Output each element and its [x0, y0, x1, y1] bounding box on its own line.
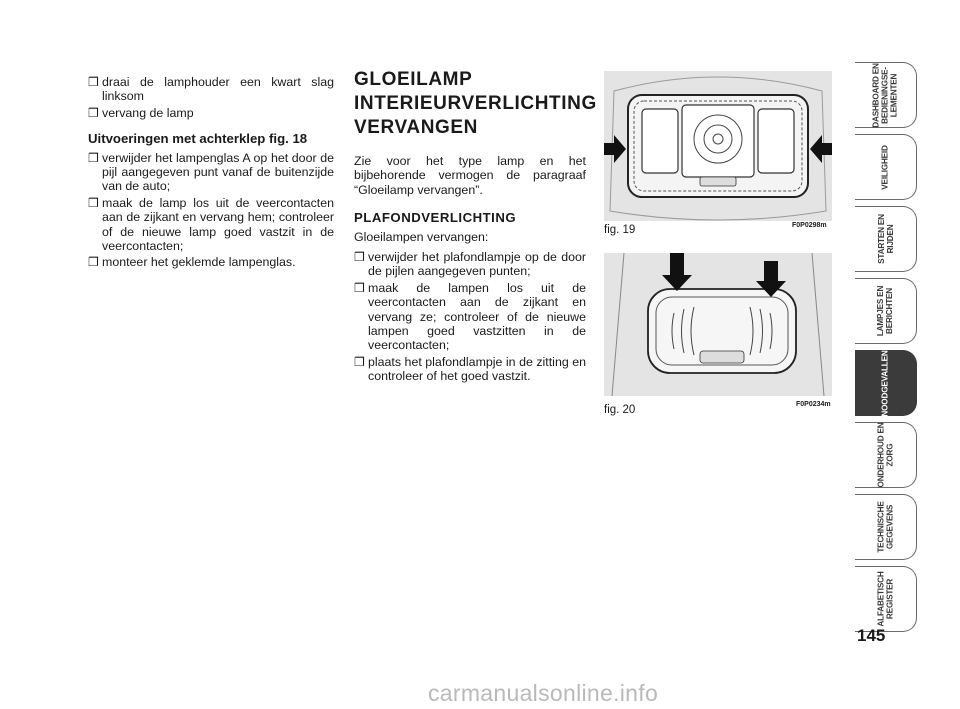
tab-dashboard[interactable]: DASHBOARD EN BEDIENINGSE- LEMENTEN — [855, 62, 917, 128]
tab-onderhoud[interactable]: ONDERHOUD EN ZORG — [855, 422, 917, 488]
checkbox-bullet-icon: ❒ — [88, 75, 99, 89]
bullet-item: ❒ monteer het geklemde lampenglas. — [88, 255, 296, 270]
figure-20-label: fig. 20 — [604, 404, 636, 416]
page-number: 145 — [857, 626, 886, 645]
tab-technische[interactable]: TECHNISCHE GEGEVENS — [855, 494, 917, 560]
tab-lampjes[interactable]: LAMPJES EN BERICHTEN — [855, 278, 917, 344]
figure-20-image — [604, 253, 832, 396]
intro-paragraph: Zie voor het type lamp en het bijbehorende vermogen de paragraaf “Gloeilamp vervangen”. — [354, 154, 586, 197]
tab-veiligheid[interactable]: VEILIGHEID — [855, 134, 917, 200]
arrow-right-icon — [604, 135, 626, 163]
middle-column — [354, 68, 597, 386]
watermark: carmanualsonline.info — [428, 680, 659, 706]
subheading: Uitvoeringen met achterklep fig. 18 — [88, 131, 308, 147]
bullet-item: ❒ plaats het plafondlampje in de zitting en controleer of het goed vastzit. — [354, 354, 586, 384]
left-column — [88, 75, 334, 272]
checkbox-bullet-icon: ❒ — [88, 255, 99, 270]
checkbox-bullet-icon: ❒ — [88, 195, 99, 210]
bullet-item: ❒ maak de lampen los uit de veercontacten aan de zijkant en vervang ze; controleer of de nieuwe lampen goed vastzitten in de veercontacten; — [354, 280, 586, 353]
checkbox-bullet-icon: ❒ — [354, 354, 365, 369]
figure-19-label: fig. 19 — [604, 224, 636, 236]
bullet-item: ❒ draai de lamphouder een kwart slag linksom — [88, 75, 334, 104]
bullet-item: ❒ maak de lamp los uit de veercontacten aan de zijkant en vervang hem; controleer of de nieuwe lamp goed vastzit in de veercontacten; — [88, 195, 334, 254]
checkbox-bullet-icon: ❒ — [354, 250, 365, 265]
arrow-left-icon — [810, 135, 832, 163]
section-intro: Gloeilampen vervangen: — [354, 229, 489, 244]
tab-alfabetisch[interactable]: ALFABETISCH REGISTER — [855, 566, 917, 632]
tab-noodgevallen[interactable]: NOODGEVALLEN — [855, 350, 917, 416]
dome-light-illustration — [604, 253, 832, 396]
ceiling-light-illustration — [604, 71, 832, 221]
section-title: GLOEILAMP INTERIEURVERLICHTING VERVANGEN — [354, 69, 597, 138]
figure-19-code: F0P0298m — [792, 222, 827, 229]
checkbox-bullet-icon: ❒ — [354, 280, 365, 295]
bullet-item: ❒ vervang de lamp — [88, 105, 194, 120]
bullet-item: ❒ verwijder het lampenglas A op het door de pijl aangegeven punt vanaf de buitenzijde van de auto; — [88, 150, 334, 194]
arrow-down-icon — [662, 253, 692, 291]
figure-20-code: F0P0234m — [796, 401, 831, 408]
checkbox-bullet-icon: ❒ — [88, 105, 99, 120]
checkbox-bullet-icon: ❒ — [88, 150, 99, 165]
bullet-item: ❒ verwijder het plafondlampje op de door de pijlen aangegeven punten; — [354, 250, 586, 279]
tab-starten[interactable]: STARTEN EN RIJDEN — [855, 206, 917, 272]
section-heading: PLAFONDVERLICHTING — [354, 210, 517, 226]
figure-19-image — [604, 71, 832, 221]
